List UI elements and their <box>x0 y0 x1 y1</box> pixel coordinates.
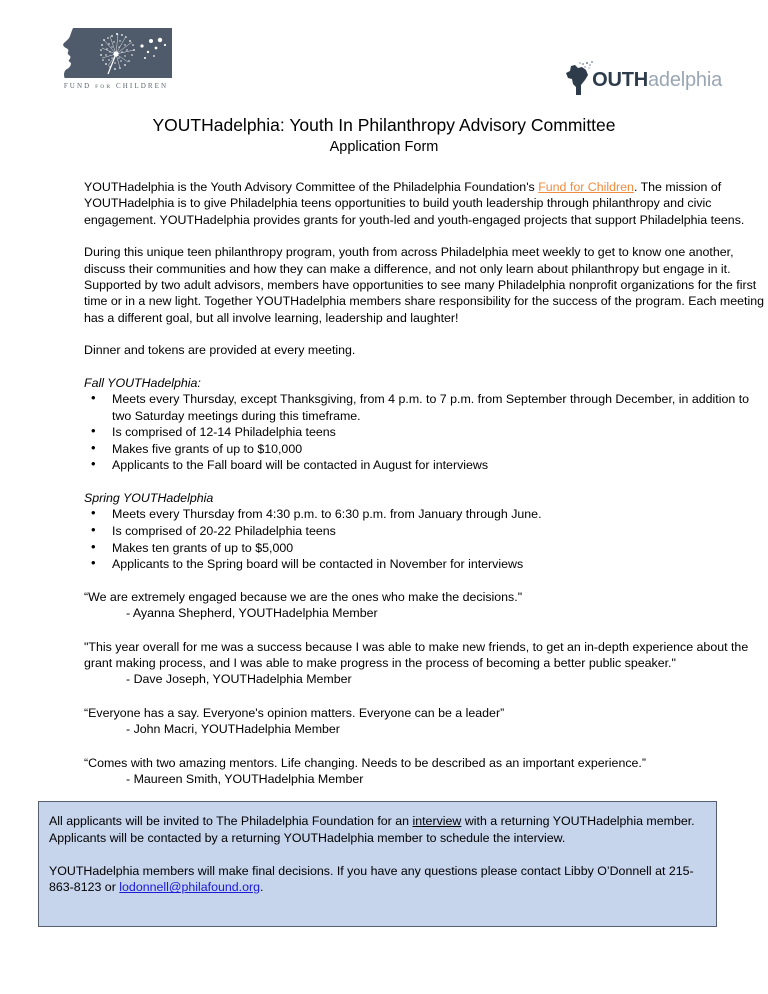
testimonial-quote: "This year overall for me was a success because I was able to make new friends, to get an in-depth experience about the grant making process, and I was able to make progress in the process of becoming a better public speaker." <box>84 639 749 671</box>
callout-p2-before-link: YOUTHadelphia members will make final decisions. If you have any questions please contact Libby O’Donnell at 215-863-8123 or <box>49 863 694 895</box>
spring-section-heading: Spring YOUTHadelphia <box>84 491 214 506</box>
callout-paragraph-1 <box>49 813 706 846</box>
youthadelphia-logo <box>566 55 722 95</box>
testimonial <box>84 705 768 738</box>
youth-logo-light-text: adelphia <box>647 69 722 91</box>
testimonial <box>84 755 768 788</box>
title-block <box>0 114 768 157</box>
intro-text-before-link: YOUTHadelphia is the Youth Advisory Committee of the Philadelphia Foundation's <box>84 180 539 194</box>
callout-p2-after-link: . <box>260 880 264 895</box>
spring-bullet-list <box>84 506 768 572</box>
testimonial-attribution: - John Macri, YOUTHadelphia Member <box>126 722 340 737</box>
fall-section-heading: Fall YOUTHadelphia: <box>84 375 201 390</box>
wordmark-children: CHILDREN <box>116 82 169 90</box>
dinner-tokens-paragraph: Dinner and tokens are provided at every meeting. <box>84 343 356 358</box>
testimonial <box>84 589 768 622</box>
wordmark-for: FOR <box>95 84 113 90</box>
list-item: • Applicants to the Spring board will be contacted in November for interviews <box>84 556 768 573</box>
list-item: • Meets every Thursday from 4:30 p.m. to 6:30 p.m. from January through June. <box>84 506 768 523</box>
callout-p1-after-underline: with a returning YOUTHadelphia member. Applicants will be contacted by a returning YOUTHadelphia member to schedule the interview. <box>49 814 695 846</box>
fund-for-children-mark <box>60 28 172 78</box>
callout-paragraph-2 <box>49 863 706 896</box>
list-item: • Applicants to the Fall board will be contacted in August for interviews <box>84 457 768 474</box>
contact-email-link[interactable]: lodonnell@philafound.org <box>119 880 261 895</box>
testimonial-attribution: - Ayanna Shepherd, YOUTHadelphia Member <box>126 606 378 621</box>
interview-emphasis: interview <box>412 814 462 829</box>
youth-logo-dark-text: OUTH <box>592 69 648 91</box>
testimonial-attribution: - Dave Joseph, YOUTHadelphia Member <box>126 672 352 687</box>
list-item: • Meets every Thursday, except Thanksgiving, from 4 p.m. to 7 p.m. from September through December, in addition to two Saturday meetings during this timeframe. <box>84 391 768 424</box>
document-header <box>0 0 768 100</box>
intro-text-after-link: . The mission of YOUTHadelphia is to give Philadelphia teens opportunities to build youth leadership through philanthropy and civic engagement. YOUTHadelphia provides grants for youth-led and youth-engaged projects that support Philadelphia teens. <box>84 180 745 227</box>
testimonial-quote: “Everyone has a say. Everyone's opinion matters. Everyone can be a leader” <box>84 705 505 720</box>
page-subtitle: Application Form <box>329 139 439 155</box>
list-item: • Is comprised of 20-22 Philadelphia teens <box>84 523 768 540</box>
wordmark-fund: FUND <box>63 82 92 90</box>
testimonial-quote: “We are extremely engaged because we are the ones who make the decisions." <box>84 589 523 604</box>
program-description-paragraph: During this unique teen philanthropy program, youth from across Philadelphia meet weekly to get to know one another, discuss their communities and how they can make a difference, and not only learn about philanthropy but engage in it. Supported by two adult advisors, members have opportunities to see many Philadelphia nonprofit organizations for the first time or in a new light. Together YOUTHadelphia members share responsibility for the success of the program. Each meeting has a different goal, but all involve learning, leadership and laughter! <box>84 245 764 325</box>
testimonial-attribution: - Maureen Smith, YOUTHadelphia Member <box>126 772 364 787</box>
interview-callout-box <box>38 801 717 926</box>
fund-for-children-logo <box>60 28 172 90</box>
face-profile-icon <box>60 28 92 78</box>
callout-p1-before-underline: All applicants will be invited to The Philadelphia Foundation for an <box>49 814 413 829</box>
list-item: • Makes five grants of up to $10,000 <box>84 441 768 458</box>
dandelion-icon <box>90 30 172 76</box>
list-item: • Is comprised of 12-14 Philadelphia teens <box>84 424 768 441</box>
list-item: • Makes ten grants of up to $5,000 <box>84 540 768 557</box>
intro-paragraph <box>84 179 768 228</box>
page-title: YOUTHadelphia: Youth In Philanthropy Advisory Committee <box>152 115 616 135</box>
fund-for-children-link[interactable]: Fund for Children <box>538 180 634 194</box>
testimonial-quote: “Comes with two amazing mentors. Life changing. Needs to be described as an important experience.” <box>84 755 646 770</box>
document-body <box>42 157 768 787</box>
testimonial <box>84 639 768 688</box>
fund-for-children-wordmark <box>60 82 172 90</box>
fall-bullet-list <box>84 391 768 474</box>
philadelphia-map-y-icon <box>566 61 594 97</box>
